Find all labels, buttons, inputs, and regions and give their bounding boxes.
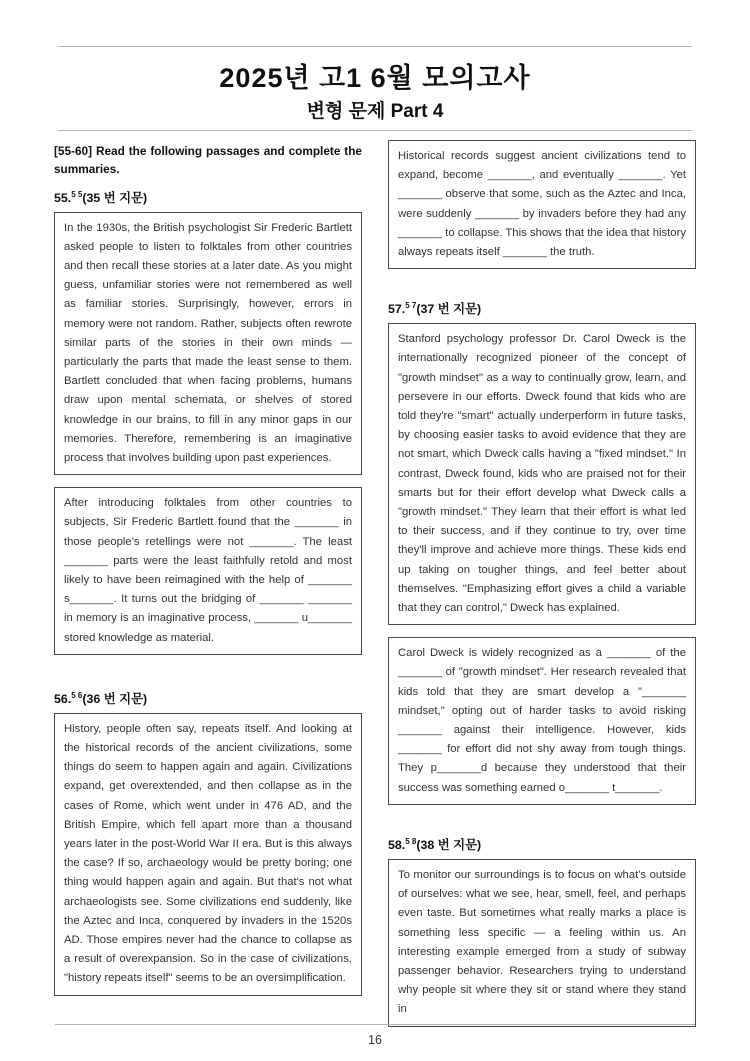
page-title: 2025년 고1 6월 모의고사 bbox=[219, 63, 531, 93]
question-55-summary-box bbox=[54, 487, 362, 655]
page-footer bbox=[0, 1024, 750, 1047]
question-58-source: (38 번 지문) bbox=[416, 837, 482, 852]
question-56-source: (36 번 지문) bbox=[82, 691, 148, 706]
page-number: 16 bbox=[368, 1033, 382, 1047]
instruction-text: [55-60] Read the following passages and complete the summaries. bbox=[54, 144, 362, 177]
page-subtitle: 변형 문제 Part 4 bbox=[306, 101, 444, 122]
question-56-header bbox=[54, 689, 362, 707]
question-57-passage-text: Stanford psychology professor Dr. Carol Dweck is the internationally recognized pioneer of the concept of "growth mindset" as a way to continually grow, learn, and persevere in our efforts. Dweck found that kids who are told they're "smart" actually underperform in future tasks, by choosing easier tasks to avoid evidence that they are not smart, which Dweck calls having a "fixed mindset." In contrast, Dweck found, kids who are praised not for their smarts but for their effort develop what Dweck calls a "growth mindset." They learn that their effort is what led to their success, and if they continue to try, over time they'll improve and achieve more things. These kids end up taking on tougher things, and feel better about themselves. "Emphasizing effort gives a child a variable that they can control," Dweck has explained. bbox=[398, 333, 686, 615]
question-57-summary-box bbox=[388, 637, 696, 805]
question-56-summary-box bbox=[388, 140, 696, 269]
question-56-sup: 5 6 bbox=[71, 690, 83, 700]
footer-rule bbox=[55, 1024, 695, 1025]
question-58-number: 58. bbox=[388, 837, 406, 852]
question-57-number: 57. bbox=[388, 302, 406, 317]
question-55-sup: 5 5 bbox=[71, 189, 83, 199]
question-56-passage-box bbox=[54, 713, 362, 996]
question-56-number: 56. bbox=[54, 691, 72, 706]
question-58-passage-text: To monitor our surroundings is to focus on what's outside of ourselves: what we see, hear, smell, feel, and perhaps even taste. But sometimes what really marks a place is something less specific — a feeling within us. An interesting example emerged from a study of subway passenger behavior. Researchers trying to understand why people sit where they sit or stand where they stand in bbox=[398, 868, 686, 1016]
question-58-passage-box bbox=[388, 859, 696, 1027]
header-rule-top bbox=[58, 46, 692, 47]
question-55-source: (35 번 지문) bbox=[82, 190, 148, 205]
question-57-source: (37 번 지문) bbox=[416, 302, 482, 317]
question-57-passage-box bbox=[388, 323, 696, 625]
question-58-sup: 5 8 bbox=[405, 836, 417, 846]
left-column bbox=[54, 140, 362, 1039]
question-56-summary-text: Historical records suggest ancient civilizations tend to expand, become _______, and eventually _______. Yet _______ observe that some, such as the Aztec and Inca, were suddenly _______ by invaders before they had any _______ to collapse. This shows that the idea that history always repeats itself _______ the truth. bbox=[398, 150, 686, 259]
question-56-passage-text: History, people often say, repeats itself. And looking at the historical records of the ancient civilizations, some things do seem to happen again and again. Civilizations expand, get overextended, and then collapse as in the cases of Rome, which went under in 476 AD, and the British Empire, which fell apart more than a thousand years later in the post-World War II era. But is this always the case? If so, archaeology would be pretty boring; one thing would happen again and again. But that's not what archaeologists see. Some civilizations end suddenly, like the Aztec and Inca, conquered by invaders in the 1520s AD. Those empires never had the chance to collapse as a result of overexpansion. So in the case of civilizations, "history repeats itself" seems to be an oversimplification. bbox=[64, 722, 352, 985]
question-57-summary-text: Carol Dweck is widely recognized as a _______ of the _______ of "growth mindset". Her research revealed that kids told that they are smart develop a "_______ mindset," opting out of harder tasks to avoid risking _______ against their intelligence. However, kids _______ for effort did not shy away from tough things. They p_______d because they understood that their success was something earned o_______ t_______. bbox=[398, 647, 686, 794]
question-58-header bbox=[388, 835, 696, 853]
question-55-summary-text: After introducing folktales from other countries to subjects, Sir Frederic Bartlett found that the _______ in those people's retellings were not _______. The least _______ parts were the least faithfully retold and most likely to have been reimagined with the help of _______ s_______. It turns out the bridging of _______ _______ in memory is an imaginative process, _______ u_______ stored knowledge as material. bbox=[64, 497, 352, 644]
right-column bbox=[388, 140, 696, 1039]
question-55-passage-text: In the 1930s, the British psychologist Sir Frederic Bartlett asked people to listen to folktales from other countries and then recall these stories at a later date. As you might guess, unfamiliar stories were not remembered as well as familiar stories. Surprisingly, however, errors in memory were not random. Rather, subjects often rewrote similar parts of the stories in their own minds — particularly the parts that made the least sense to them. Bartlett concluded that when facing problems, humans draw upon mental schemata, or shelves of stored knowledge in our brains, to fill in any minor gaps in our memories. Therefore, remembering is an imaginative process that involves building upon past experiences. bbox=[64, 221, 352, 464]
question-57-header bbox=[388, 299, 696, 317]
question-55-number: 55. bbox=[54, 190, 72, 205]
content-columns bbox=[0, 131, 750, 1039]
question-57-sup: 5 7 bbox=[405, 301, 417, 311]
question-55-header bbox=[54, 188, 362, 206]
question-55-passage-box bbox=[54, 212, 362, 476]
